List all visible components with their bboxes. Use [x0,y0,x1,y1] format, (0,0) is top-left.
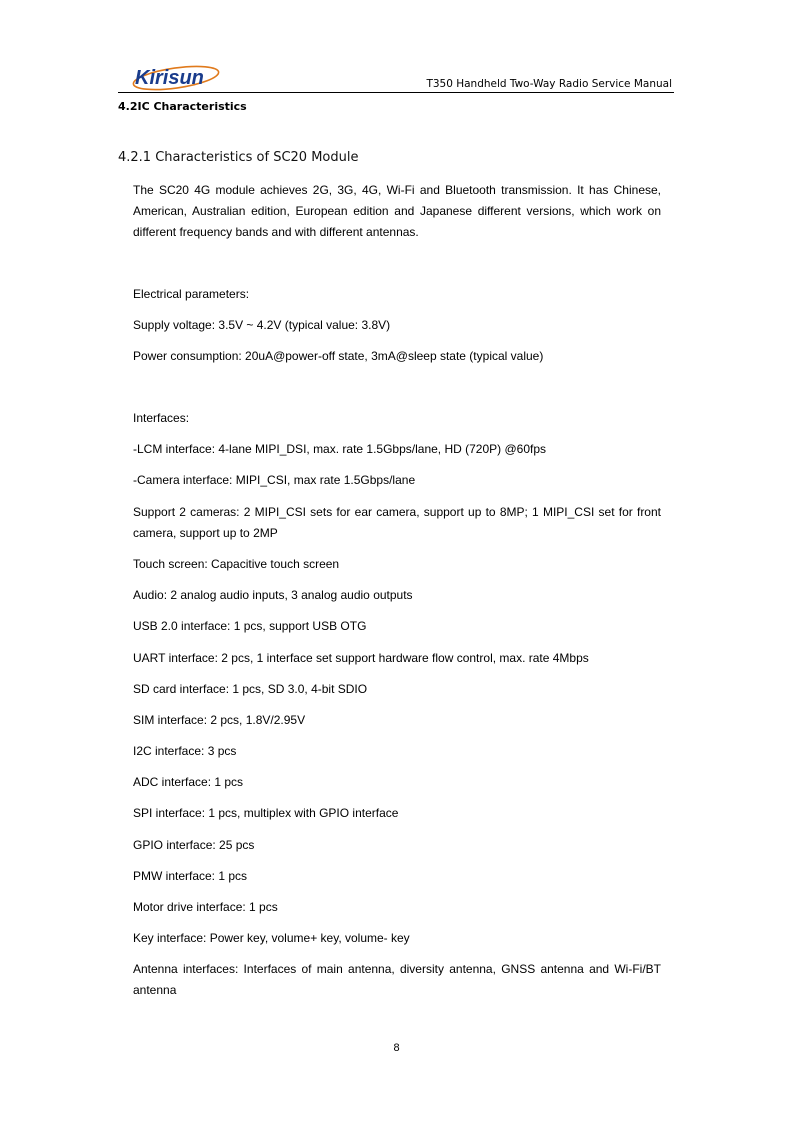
interface-item: PMW interface: 1 pcs [133,869,248,883]
interface-item: GPIO interface: 25 pcs [133,838,255,852]
section-title: 4.2IC Characteristics [118,100,247,113]
interface-item: -Camera interface: MIPI_CSI, max rate 1.5Gbps/lane [133,473,416,487]
page-number: 8 [393,1042,400,1054]
interface-item: Support 2 cameras: 2 MIPI_CSI sets for ear camera, support up to 8MP; 1 MIPI_CSI set for front camera, support up to 2MP [133,505,661,540]
interface-item: SPI interface: 1 pcs, multiplex with GPIO interface [133,806,399,820]
interface-item: Motor drive interface: 1 pcs [133,900,278,914]
interface-item: Touch screen: Capacitive touch screen [133,557,340,571]
subsection-title: 4.2.1 Characteristics of SC20 Module [118,150,359,165]
interface-item: SD card interface: 1 pcs, SD 3.0, 4-bit SDIO [133,682,368,696]
interface-item: SIM interface: 2 pcs, 1.8V/2.95V [133,713,306,727]
header-title: T350 Handheld Two-Way Radio Service Manual [426,78,672,90]
supply-voltage-text: Supply voltage: 3.5V ~ 4.2V (typical value: 3.8V) [133,318,391,332]
interface-item: Antenna interfaces: Interfaces of main antenna, diversity antenna, GNSS antenna and Wi-Fi/BT antenna [133,962,661,997]
electrical-heading: Electrical parameters: [133,287,250,301]
header-divider [118,92,674,93]
interface-item: Key interface: Power key, volume+ key, volume- key [133,931,410,945]
logo-text: Kirisun [135,67,204,89]
power-consumption-text: Power consumption: 20uA@power-off state, 3mA@sleep state (typical value) [133,349,544,363]
interfaces-heading: Interfaces: [133,411,190,425]
interface-item: USB 2.0 interface: 1 pcs, support USB OTG [133,619,367,633]
interface-item: -LCM interface: 4-lane MIPI_DSI, max. rate 1.5Gbps/lane, HD (720P) @60fps [133,442,547,456]
interface-item: ADC interface: 1 pcs [133,775,244,789]
interface-item: I2C interface: 3 pcs [133,744,237,758]
interface-item: UART interface: 2 pcs, 1 interface set support hardware flow control, max. rate 4Mbps [133,651,589,665]
kirisun-logo [131,62,225,92]
interface-item: Audio: 2 analog audio inputs, 3 analog audio outputs [133,588,413,602]
intro-paragraph: The SC20 4G module achieves 2G, 3G, 4G, Wi-Fi and Bluetooth transmission. It has Chinese, American, Australian edition, European edition and Japanese different versions, which work on different frequency bands and with different antennas. [133,183,661,239]
